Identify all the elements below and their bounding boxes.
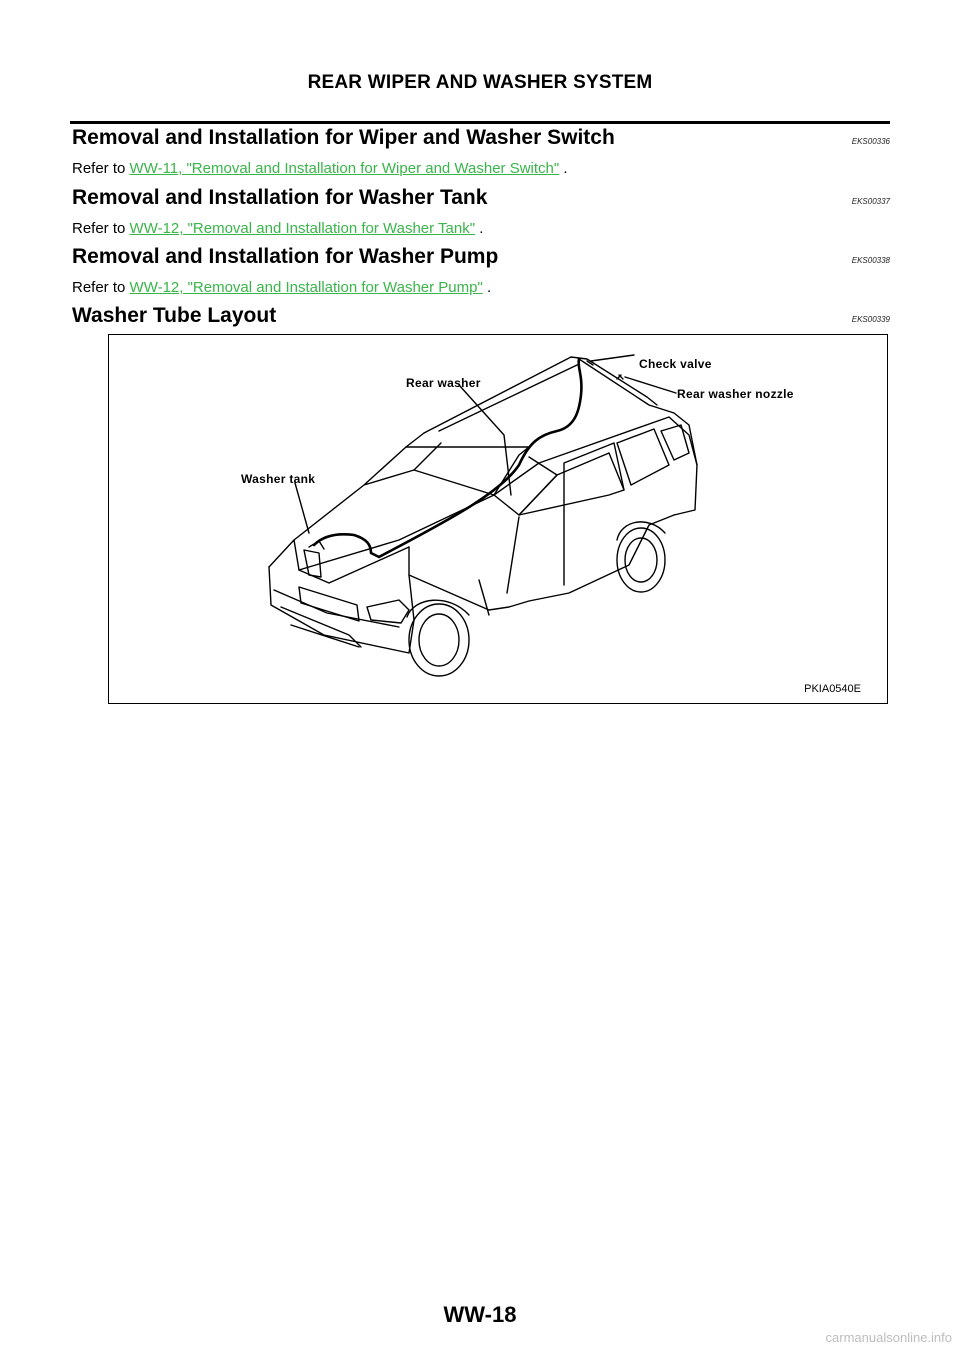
section-code: EKS00339 <box>851 315 890 324</box>
section-title: Removal and Installation for Washer Tank <box>72 186 488 209</box>
section-code: EKS00337 <box>851 197 890 206</box>
refer-prefix: Refer to <box>72 220 130 237</box>
section-code: EKS00338 <box>851 256 890 265</box>
page-number: WW-18 <box>443 1302 517 1327</box>
refer-suffix: . <box>482 279 492 296</box>
section-wiper-switch <box>72 126 890 177</box>
section-washer-pump <box>72 245 890 296</box>
section-washer-tank <box>72 186 890 237</box>
washer-tube-figure <box>108 334 888 704</box>
section-washer-tube-layout <box>72 304 890 328</box>
reference-line <box>72 279 890 296</box>
reference-link[interactable]: WW-11, "Removal and Installation for Wiper and Washer Switch" <box>129 160 560 177</box>
section-code: EKS00336 <box>851 137 890 146</box>
reference-line <box>72 160 890 177</box>
refer-suffix: . <box>475 220 484 237</box>
reference-link[interactable]: WW-12, "Removal and Installation for Washer Pump" <box>129 279 483 296</box>
callout-check-valve: Check valve <box>639 357 712 371</box>
figure-code: PKIA0540E <box>804 683 861 695</box>
refer-suffix: . <box>559 160 568 177</box>
header-rule <box>70 121 890 124</box>
section-title: Washer Tube Layout <box>72 304 277 327</box>
refer-prefix: Refer to <box>72 160 130 177</box>
section-title: Removal and Installation for Washer Pump <box>72 245 499 268</box>
page-header-title: REAR WIPER AND WASHER SYSTEM <box>307 72 653 93</box>
callout-rear-washer-nozzle: Rear washer nozzle <box>677 387 794 401</box>
watermark-text: carmanualsonline.info <box>825 1330 952 1345</box>
reference-link[interactable]: WW-12, "Removal and Installation for Washer Tank" <box>129 220 476 237</box>
refer-prefix: Refer to <box>72 279 130 296</box>
section-title: Removal and Installation for Wiper and Washer Switch <box>72 126 615 149</box>
callout-rear-washer: Rear washer <box>406 376 481 390</box>
reference-line <box>72 220 890 237</box>
callout-washer-tank: Washer tank <box>241 472 316 486</box>
